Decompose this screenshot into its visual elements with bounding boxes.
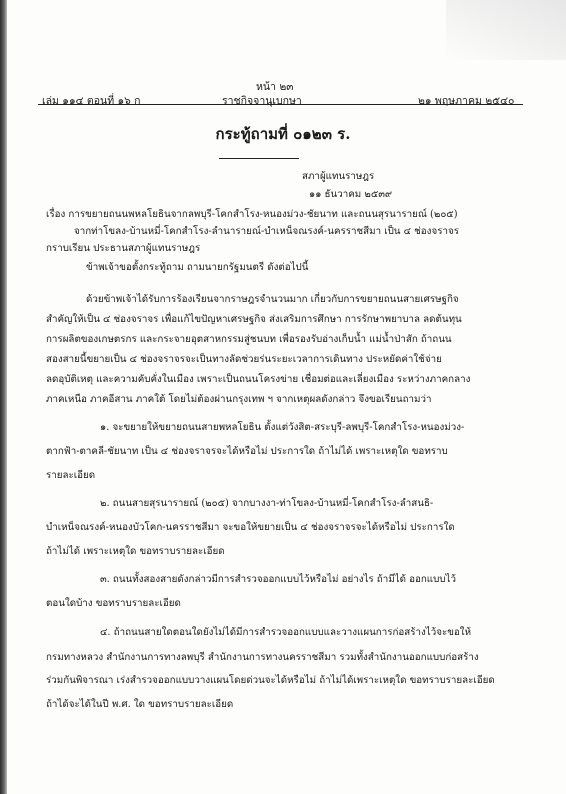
body-line: รายละเอียด — [46, 470, 96, 481]
body-line: ถ้าไม่ได้ เพราะเหตุใด ขอทราบรายละเอียด — [46, 546, 225, 557]
body-line: กราบเรียน ประธานสภาผู้แทนราษฎร — [46, 243, 201, 254]
body-line: ถ้าได้จะได้ในปี พ.ศ. ใด ขอทราบรายละเอียด — [46, 699, 234, 710]
title-divider — [219, 158, 299, 159]
question-4: ๔. ถ้าถนนสายใดตอนใดยังไม่ได้มีการสำรวจออกแบบและวางแผนการก่อสร้างไว้จะขอให้ — [100, 627, 472, 638]
header-gazette-name: ราชกิจจานุเบกษา — [222, 95, 302, 107]
body-line: ข้าพเจ้าขอตั้งกระทู้ถาม ถามนายกรัฐมนตรี ดังต่อไปนี้ — [86, 262, 309, 273]
body-line: ตากฟ้า-ตาคลี-ชัยนาท เป็น ๔ ช่องจราจรจะได้หรือไม่ ประการใด ถ้าไม่ได้ เพราะเหตุใด ขอทราบ — [46, 446, 448, 457]
document-title: กระทู้ถามที่ ๐๑๒๓ ร. — [215, 125, 351, 143]
question-1: ๑. จะขยายให้ขยายถนนสายพหลโยธิน ตั้งแต่วังสิต-สระบุรี-ลพบุรี-โคกสำโรง-หนองม่วง- — [100, 422, 465, 433]
body-line: ตอนใดบ้าง ขอทราบรายละเอียด — [46, 598, 181, 609]
body-line: ลดอุบัติเหตุ และความคับคั่งในเมือง เพราะเป็นถนนโครงข่าย เชื่อมต่อและเลี่ยงเมือง ระหว่างภาคกลาง — [46, 374, 471, 385]
body-line: บำเหน็จณรงค์-หนองบัวโคก-นครราชสีมา จะขอให้ขยายเป็น ๔ ช่องจราจรจะได้หรือไม่ ประการใด — [46, 522, 455, 533]
letter-date: ๑๑ ธันวาคม ๒๕๓๙ — [309, 189, 393, 200]
body-line: เรื่อง การขยายถนนพหลโยธินจากลพบุรี-โคกสำโรง-หนองม่วง-ชัยนาท และถนนสุรนารายณ์ (๒๐๕) — [46, 209, 458, 220]
question-2: ๒. ถนนสายสุรนารายณ์ (๒๐๕) จากบางงา-ท่าโขลง-บ้านหมี่-โคกสำโรง-ลำสนธิ- — [100, 498, 434, 509]
body-line: กรมทางหลวง สำนักงานการทางลพบุรี สำนักงานการทางนครราชสีมา รวมทั้งสำนักงานออกแบบก่อสร้าง — [46, 652, 479, 663]
body-line: สำคัญให้เป็น ๔ ช่องจราจร เพื่อแก้ไขปัญหาเศรษฐกิจ ส่งเสริมการศึกษา การรักษาพยาบาล ลดต้นทุน — [46, 314, 462, 325]
header-date: ๒๑ พฤษภาคม ๒๕๔๐ — [418, 95, 515, 107]
body-line: ร่วมกันพิจารณา เร่งสำรวจออกแบบวางแผนโดยด่วนจะได้หรือไม่ ถ้าไม่ได้เพราะเหตุใด ขอทราบรายละเอียด — [46, 675, 495, 686]
header-volume: เล่ม ๑๑๔ ตอนที่ ๑๖ ก — [42, 95, 141, 107]
scan-shading — [446, 0, 566, 60]
body-line: จากท่าโขลง-บ้านหมี่-โคกสำโรง-ลำนารายณ์-บำเหน็จณรงค์-นครราชสีมา เป็น ๔ ช่องจราจร — [74, 226, 459, 237]
header-divider — [38, 104, 523, 105]
addressee: สภาผู้แทนราษฎร — [302, 171, 375, 182]
body-line: การผลิตของเกษตรกร และกระจายอุตสาหกรรมสู่ชนบท เพื่อรองรับอ่างเก็บน้ำ แม่น้ำป่าสัก ถ้าถนน — [46, 334, 452, 345]
binding-spine-shadow — [0, 0, 7, 794]
body-line: ด้วยข้าพเจ้าได้รับการร้องเรียนจากราษฎรจำนวนมาก เกี่ยวกับการขยายถนนสายเศรษฐกิจ — [86, 294, 459, 305]
question-3: ๓. ถนนทั้งสองสายดังกล่าวมีการสำรวจออกแบบไว้หรือไม่ อย่างไร ถ้ามีได้ ออกแบบไว้ — [100, 574, 456, 585]
body-line: สองสายนี้ขยายเป็น ๔ ช่องจราจรจะเป็นทางลัดช่วยร่นระยะเวลาการเดินทาง ประหยัดค่าใช้จ่าย — [46, 354, 442, 365]
header-page-number: หน้า ๒๓ — [256, 81, 294, 93]
body-line: ภาคเหนือ ภาคอีสาน ภาคใต้ โดยไม่ต้องผ่านกรุงเทพ ฯ จากเหตุผลดังกล่าว จึงขอเรียนถามว่า — [46, 394, 432, 405]
